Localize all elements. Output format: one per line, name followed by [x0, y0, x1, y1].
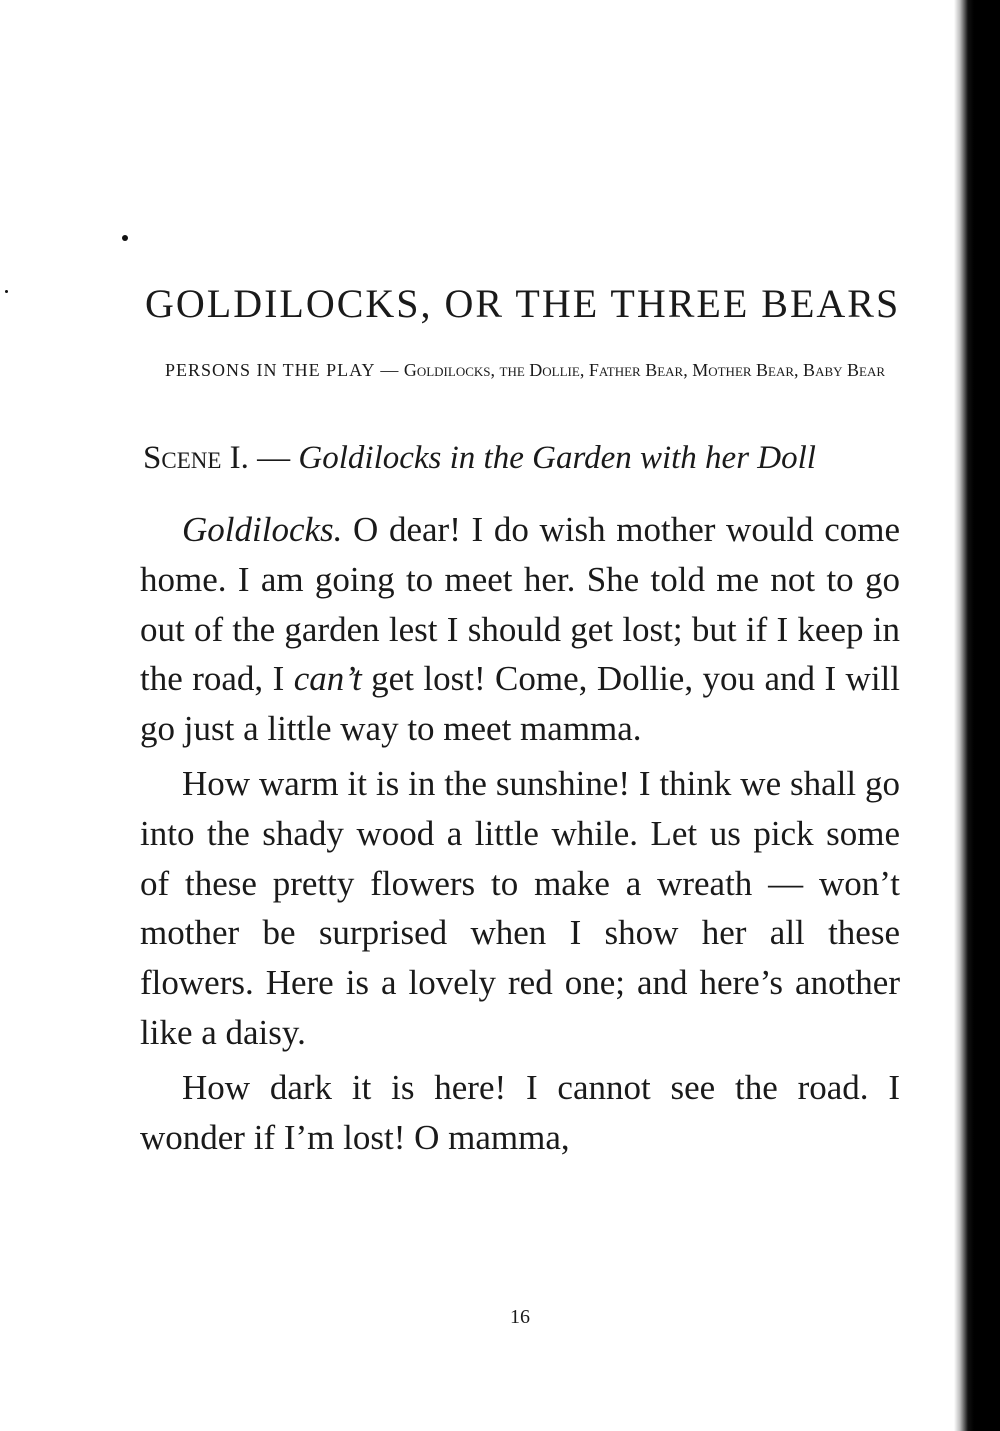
ink-speck	[5, 290, 8, 293]
persons-lead: PERSONS IN THE PLAY —	[164, 360, 400, 380]
scene-heading	[143, 440, 903, 477]
scene-label: Scene I. —	[143, 440, 291, 476]
persons-names: Goldilocks, the Dollie, Father Bear, Mother Bear, Baby Bear	[403, 360, 886, 380]
page-edge-shadow	[954, 0, 1000, 1431]
paragraph: How dark it is here! I cannot see the road. I wonder if I’m lost! O mamma,	[140, 1067, 900, 1157]
speaker-name: Goldilocks.	[182, 510, 343, 549]
paragraph: How warm it is in the sunshine! I think we shall go into the shady wood a little while. Let us pick some of these pretty flowers to make a wreath — won’t mother be surprised when I show her all these flowers. Here is a lovely red one; and here’s another like a daisy.	[140, 763, 900, 1052]
ink-speck	[122, 235, 128, 241]
paragraph-text: O dear! I do wish mother would come home. I am going to meet her. She told me not to go out of the garden lest I should get lost; but if I keep in the road, I	[140, 510, 900, 699]
scene-description: Goldilocks in the Garden with her Doll	[298, 440, 816, 476]
play-title: GOLDILOCKS, OR THE THREE BEARS	[145, 281, 901, 326]
play-text	[140, 505, 900, 1167]
emphasized-word: can’t	[293, 659, 362, 699]
paragraph	[140, 505, 900, 754]
persons-in-the-play	[145, 355, 905, 385]
page-number: 16	[510, 1306, 530, 1328]
paragraph-text: get lost! Come, Dollie, you and I will go just a little way to meet mamma.	[140, 659, 900, 749]
